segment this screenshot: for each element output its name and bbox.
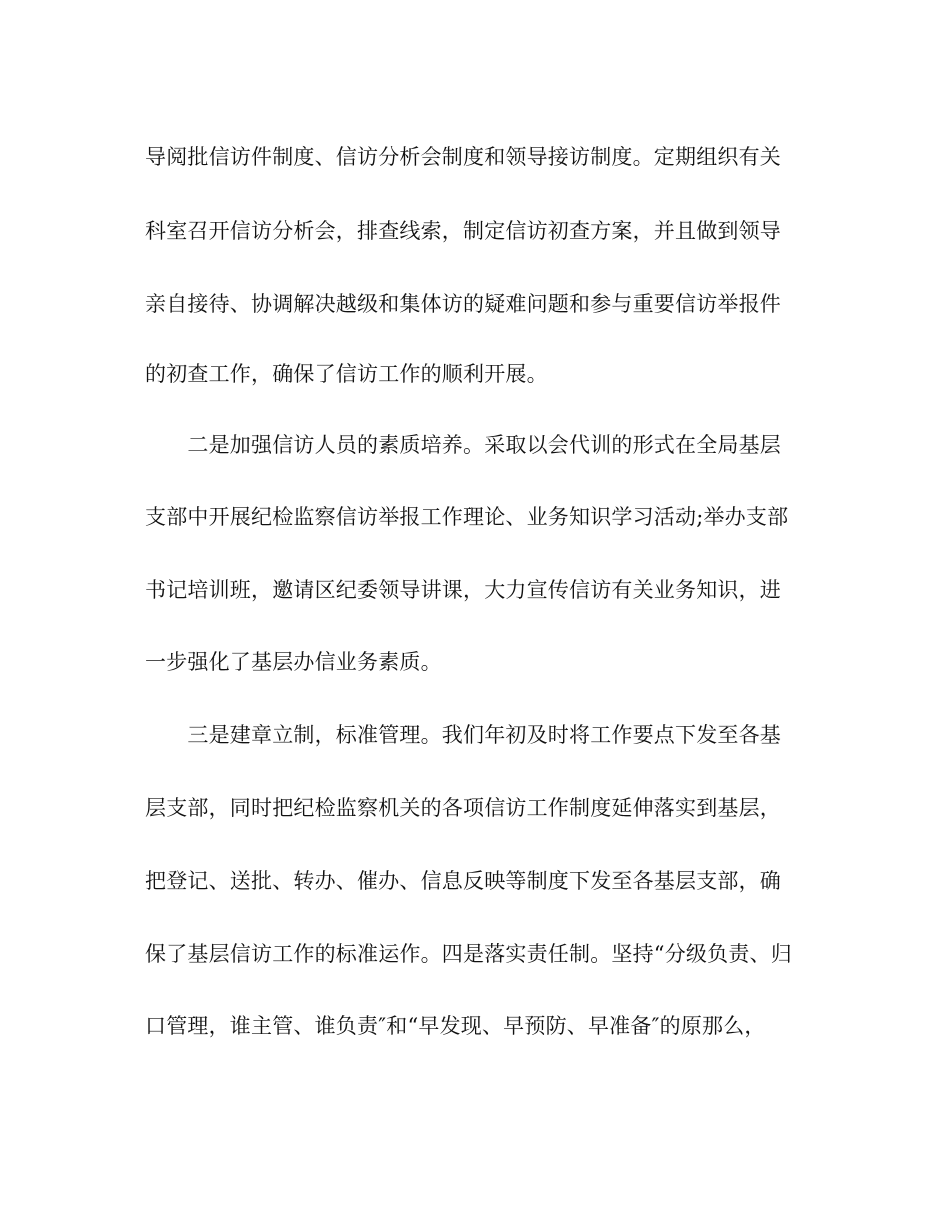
text-line-3: 亲自接待、协调解决越级和集体访的疑难问题和参与重要信访举报件 <box>145 292 781 316</box>
text-line-2: 科室召开信访分析会，排查线索，制定信访初查方案，并且做到领导 <box>145 219 781 243</box>
text-line-4: 的初查工作，确保了信访工作的顺利开展。 <box>145 362 548 386</box>
text-line-8: 一步强化了基层办信业务素质。 <box>145 650 442 674</box>
text-line-13: 口管理，谁主管、谁负责″和“早发现、早预防、早准备″的原那么， <box>145 1014 766 1038</box>
text-line-5: 二是加强信访人员的素质培养。采取以会代训的形式在全局基层 <box>145 433 781 457</box>
text-line-1: 导阅批信访件制度、信访分析会制度和领导接访制度。定期组织有关 <box>145 145 781 169</box>
text-line-12: 保了基层信访工作的标准运作。四是落实责任制。坚持“分级负责、归 <box>145 942 792 966</box>
text-line-7: 书记培训班，邀请区纪委领导讲课，大力宣传信访有关业务知识，进 <box>145 578 781 602</box>
text-line-6: 支部中开展纪检监察信访举报工作理论、业务知识学习活动;举办支部 <box>145 505 789 529</box>
text-line-10: 层支部，同时把纪检监察机关的各项信访工作制度延伸落实到基层， <box>145 796 781 820</box>
text-line-11: 把登记、送批、转办、催办、信息反映等制度下发至各基层支部，确 <box>145 869 781 893</box>
text-line-9: 三是建章立制，标准管理。我们年初及时将工作要点下发至各基 <box>145 723 781 747</box>
